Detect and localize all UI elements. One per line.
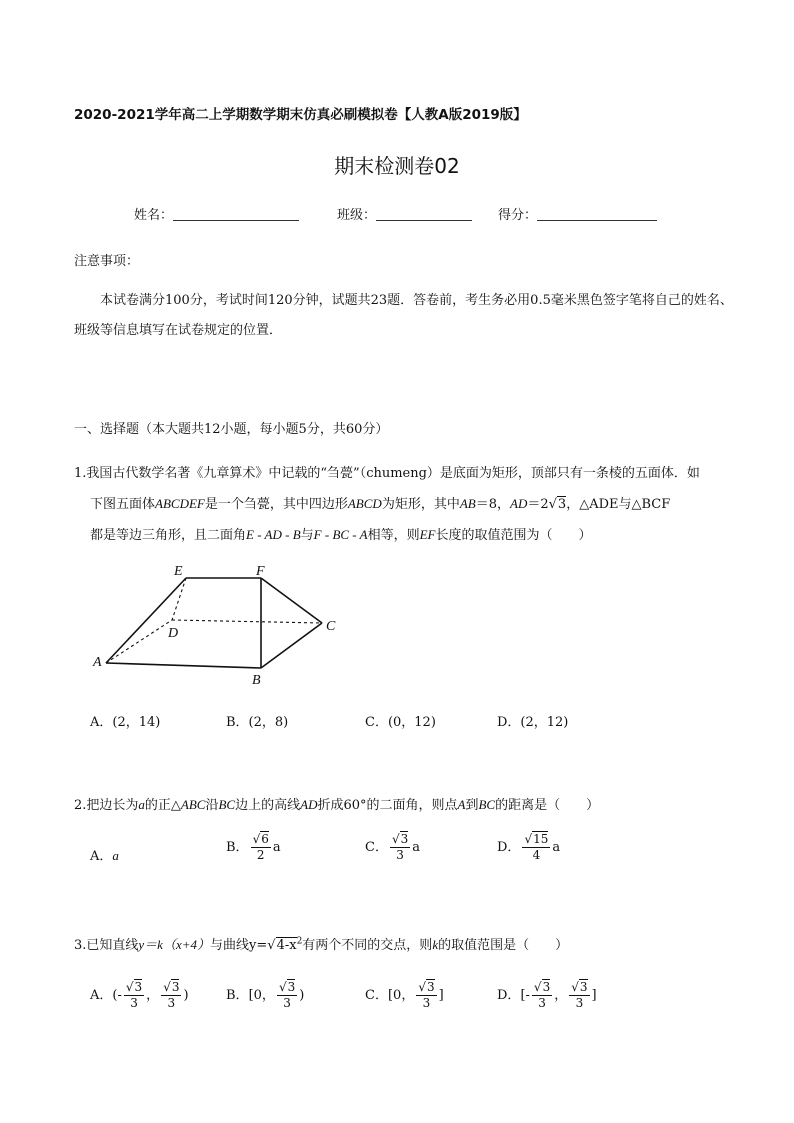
edge-AD-hidden [106, 620, 172, 663]
notice-body: 本试卷满分100分，考试时间120分钟，试题共23题．答卷前，考生务必用0.5毫米黑色签字笔将自己的姓名、班级等信息填写在试卷规定的位置． [74, 293, 733, 338]
label-C: C [326, 619, 336, 634]
class-field [337, 204, 472, 223]
edge-AB [106, 663, 261, 668]
label-B: B [252, 673, 261, 688]
exam-series-title: 2020-2021学年高二上学期数学期末仿真必刷模拟卷【人教A版2019版】 [74, 107, 527, 123]
section-title: 一、选择题（本大题共12小题，每小题5分，共60分） [74, 422, 389, 437]
q3-option-c[interactable]: C．[0， $\frac{√3}{3}$ ] [365, 980, 444, 1010]
q3-stem: 3.已知直线y＝k（x+4）与曲线$y=√4-x^2$有两个不同的交点，则k的取值范围是（ ） [74, 936, 569, 953]
q1-option-b[interactable]: B．(2，8) [226, 715, 289, 730]
q2-option-a[interactable]: A．a [90, 848, 119, 864]
q2-stem: 2.把边长为a的正△ABC沿BC边上的高线AD折成60°的二面角，则点A到BC的距离是（ ） [74, 797, 600, 813]
q1-figure [90, 560, 360, 690]
q1-option-c[interactable]: C．(0，12) [365, 715, 436, 730]
q1-line1: 1.我国古代数学名著《九章算术》中记载的“刍甍”（chumeng）是底面为矩形，顶部只有一条棱的五面体．如 [74, 466, 700, 481]
q2-option-c[interactable]: C． $\frac{√3}{3}$ a [365, 832, 421, 862]
label-E: E [174, 564, 183, 579]
score-blank[interactable] [537, 208, 657, 221]
q1-option-a[interactable]: A．(2，14) [90, 715, 161, 730]
q1-line2: 下图五面体ABCDEF是一个刍甍，其中四边形ABCD为矩形，其中AB＝8，AD＝2√3，△ADE与△BCF [90, 496, 671, 512]
score-field [498, 204, 657, 223]
q2-option-d[interactable]: D． $\frac{√15}{4}$ a [497, 832, 561, 862]
q1-line3: 都是等边三角形，且二面角E - AD - B与F - BC - A相等，则EF长度的取值范围为（ ） [90, 527, 592, 543]
class-label: 班级： [337, 208, 377, 223]
name-field [134, 204, 299, 223]
edge-FC [261, 578, 322, 623]
q3-option-b[interactable]: B．[0， $\frac{√3}{3}$ ) [226, 980, 305, 1010]
notice-heading: 注意事项： [74, 254, 140, 269]
page-title: 期末检测卷02 [334, 154, 460, 178]
edge-DC-hidden [172, 620, 322, 623]
name-blank[interactable] [173, 208, 299, 221]
q1-option-d[interactable]: D．(2，12) [497, 715, 569, 730]
name-label: 姓名： [134, 208, 174, 223]
q3-option-d[interactable]: D．[- $\frac{√3}{3}$ ， $\frac{√3}{3}$ ] [497, 980, 597, 1010]
q2-option-b[interactable]: B． $\frac{√6}{2}$ a [226, 832, 281, 862]
q3-option-a[interactable]: A．(- $\frac{√3}{3}$ ， $\frac{√3}{3}$ ) [90, 980, 189, 1010]
label-F: F [256, 564, 265, 579]
score-label: 得分： [498, 208, 538, 223]
edge-BC [261, 623, 322, 668]
label-A: A [93, 655, 102, 670]
class-blank[interactable] [376, 208, 472, 221]
label-D: D [168, 626, 179, 641]
